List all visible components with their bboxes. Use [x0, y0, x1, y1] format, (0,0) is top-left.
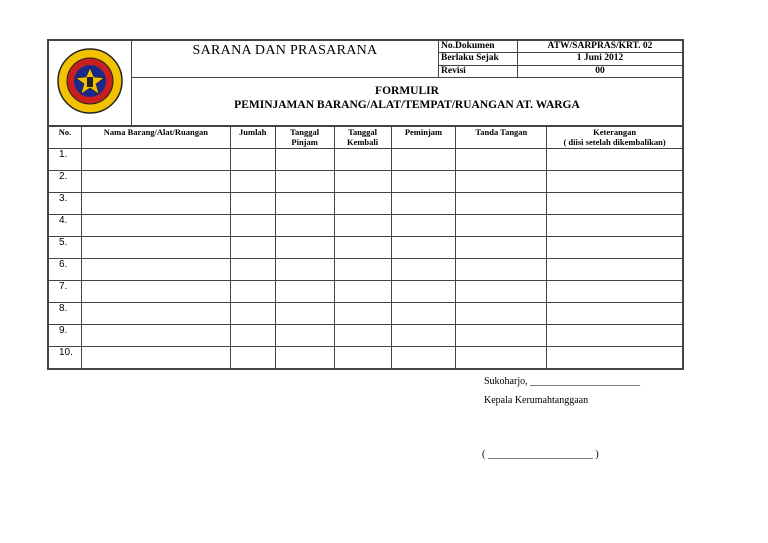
- loan-date-cell[interactable]: [275, 149, 334, 171]
- col-header-loan-date: Tanggal Pinjam: [275, 127, 334, 149]
- notes-cell[interactable]: [547, 149, 683, 171]
- item-name-cell[interactable]: [81, 149, 230, 171]
- borrower-cell[interactable]: [391, 237, 456, 259]
- borrower-cell[interactable]: [391, 193, 456, 215]
- col-header-item-name: Nama Barang/Alat/Ruangan: [81, 127, 230, 149]
- form-title: [132, 78, 683, 126]
- revision-label: Revisi: [439, 65, 518, 77]
- notes-cell[interactable]: [547, 215, 683, 237]
- loan-date-cell[interactable]: [275, 325, 334, 347]
- return-date-cell[interactable]: [334, 347, 391, 369]
- row-number: 3.: [49, 193, 82, 215]
- logo-cell: [49, 41, 132, 126]
- borrower-cell[interactable]: [391, 215, 456, 237]
- borrower-cell[interactable]: [391, 171, 456, 193]
- signature-cell[interactable]: [456, 303, 547, 325]
- row-number: 6.: [49, 259, 82, 281]
- signature-cell[interactable]: [456, 281, 547, 303]
- item-name-cell[interactable]: [81, 303, 230, 325]
- loan-table: [48, 126, 683, 369]
- return-date-cell[interactable]: [334, 171, 391, 193]
- row-number: 8.: [49, 303, 82, 325]
- borrower-cell[interactable]: [391, 149, 456, 171]
- signature-cell[interactable]: [456, 171, 547, 193]
- loan-date-cell[interactable]: [275, 237, 334, 259]
- return-date-cell[interactable]: [334, 149, 391, 171]
- doc-number-label: No.Dokumen: [439, 41, 518, 53]
- return-date-cell[interactable]: [334, 303, 391, 325]
- table-header-row: [49, 127, 683, 149]
- table-row: [49, 193, 683, 215]
- row-number: 1.: [49, 149, 82, 171]
- notes-cell[interactable]: [547, 193, 683, 215]
- signature-role: Kepala Kerumahtanggaan: [484, 395, 589, 406]
- signature-cell[interactable]: [456, 215, 547, 237]
- return-date-cell[interactable]: [334, 237, 391, 259]
- col-header-notes: Keterangan ( diisi setelah dikembalikan): [547, 127, 683, 149]
- item-name-cell[interactable]: [81, 325, 230, 347]
- signature-place: Sukoharjo, ______________________: [484, 376, 641, 387]
- quantity-cell[interactable]: [230, 325, 275, 347]
- borrower-cell[interactable]: [391, 347, 456, 369]
- col-header-return-date: Tanggal Kembali: [334, 127, 391, 149]
- item-name-cell[interactable]: [81, 193, 230, 215]
- col-header-signature: Tanda Tangan: [456, 127, 547, 149]
- notes-cell[interactable]: [547, 237, 683, 259]
- quantity-cell[interactable]: [230, 215, 275, 237]
- row-number: 10.: [49, 347, 82, 369]
- notes-cell[interactable]: [547, 281, 683, 303]
- quantity-cell[interactable]: [230, 347, 275, 369]
- table-row: [49, 347, 683, 369]
- effective-date-label: Berlaku Sejak: [439, 53, 518, 65]
- signature-cell[interactable]: [456, 149, 547, 171]
- table-row: [49, 149, 683, 171]
- item-name-cell[interactable]: [81, 171, 230, 193]
- item-name-cell[interactable]: [81, 281, 230, 303]
- col-header-quantity: Jumlah: [230, 127, 275, 149]
- notes-cell[interactable]: [547, 325, 683, 347]
- return-date-cell[interactable]: [334, 215, 391, 237]
- quantity-cell[interactable]: [230, 281, 275, 303]
- return-date-cell[interactable]: [334, 325, 391, 347]
- document-header: [48, 40, 683, 126]
- signature-cell[interactable]: [456, 325, 547, 347]
- loan-date-cell[interactable]: [275, 171, 334, 193]
- borrower-cell[interactable]: [391, 281, 456, 303]
- loan-date-cell[interactable]: [275, 193, 334, 215]
- row-number: 2.: [49, 171, 82, 193]
- row-number: 4.: [49, 215, 82, 237]
- notes-cell[interactable]: [547, 303, 683, 325]
- loan-date-cell[interactable]: [275, 281, 334, 303]
- form-frame: [47, 39, 684, 370]
- loan-date-cell[interactable]: [275, 347, 334, 369]
- signature-cell[interactable]: [456, 237, 547, 259]
- item-name-cell[interactable]: [81, 259, 230, 281]
- table-row: [49, 325, 683, 347]
- quantity-cell[interactable]: [230, 193, 275, 215]
- loan-date-cell[interactable]: [275, 259, 334, 281]
- form-title-line1: FORMULIR: [375, 85, 439, 98]
- borrower-cell[interactable]: [391, 259, 456, 281]
- doc-number-value: ATW/SARPRAS/KRT. 02: [518, 41, 683, 53]
- notes-cell[interactable]: [547, 171, 683, 193]
- table-row: [49, 259, 683, 281]
- quantity-cell[interactable]: [230, 237, 275, 259]
- loan-date-cell[interactable]: [275, 303, 334, 325]
- loan-date-cell[interactable]: [275, 215, 334, 237]
- section-title: SARANA DAN PRASARANA: [132, 41, 439, 78]
- borrower-cell[interactable]: [391, 303, 456, 325]
- effective-date-value: 1 Juni 2012: [518, 53, 683, 65]
- col-header-no: No.: [49, 127, 82, 149]
- form-title-line2: PEMINJAMAN BARANG/ALAT/TEMPAT/RUANGAN AT. WARGA: [234, 99, 580, 112]
- quantity-cell[interactable]: [230, 303, 275, 325]
- signature-cell[interactable]: [456, 259, 547, 281]
- institution-logo: [49, 41, 131, 120]
- table-row: [49, 303, 683, 325]
- row-number: 5.: [49, 237, 82, 259]
- return-date-cell[interactable]: [334, 281, 391, 303]
- return-date-cell[interactable]: [334, 193, 391, 215]
- quantity-cell[interactable]: [230, 259, 275, 281]
- notes-cell[interactable]: [547, 347, 683, 369]
- return-date-cell[interactable]: [334, 259, 391, 281]
- row-number: 9.: [49, 325, 82, 347]
- table-row: [49, 215, 683, 237]
- item-name-cell[interactable]: [81, 237, 230, 259]
- item-name-cell[interactable]: [81, 347, 230, 369]
- col-header-borrower: Peminjam: [391, 127, 456, 149]
- signature-cell[interactable]: [456, 347, 547, 369]
- item-name-cell[interactable]: [81, 215, 230, 237]
- borrower-cell[interactable]: [391, 325, 456, 347]
- revision-value: 00: [518, 65, 683, 77]
- signature-name-line: ( _____________________ ): [482, 449, 599, 460]
- notes-cell[interactable]: [547, 259, 683, 281]
- table-row: [49, 237, 683, 259]
- table-row: [49, 281, 683, 303]
- signature-cell[interactable]: [456, 193, 547, 215]
- quantity-cell[interactable]: [230, 171, 275, 193]
- row-number: 7.: [49, 281, 82, 303]
- quantity-cell[interactable]: [230, 149, 275, 171]
- table-row: [49, 171, 683, 193]
